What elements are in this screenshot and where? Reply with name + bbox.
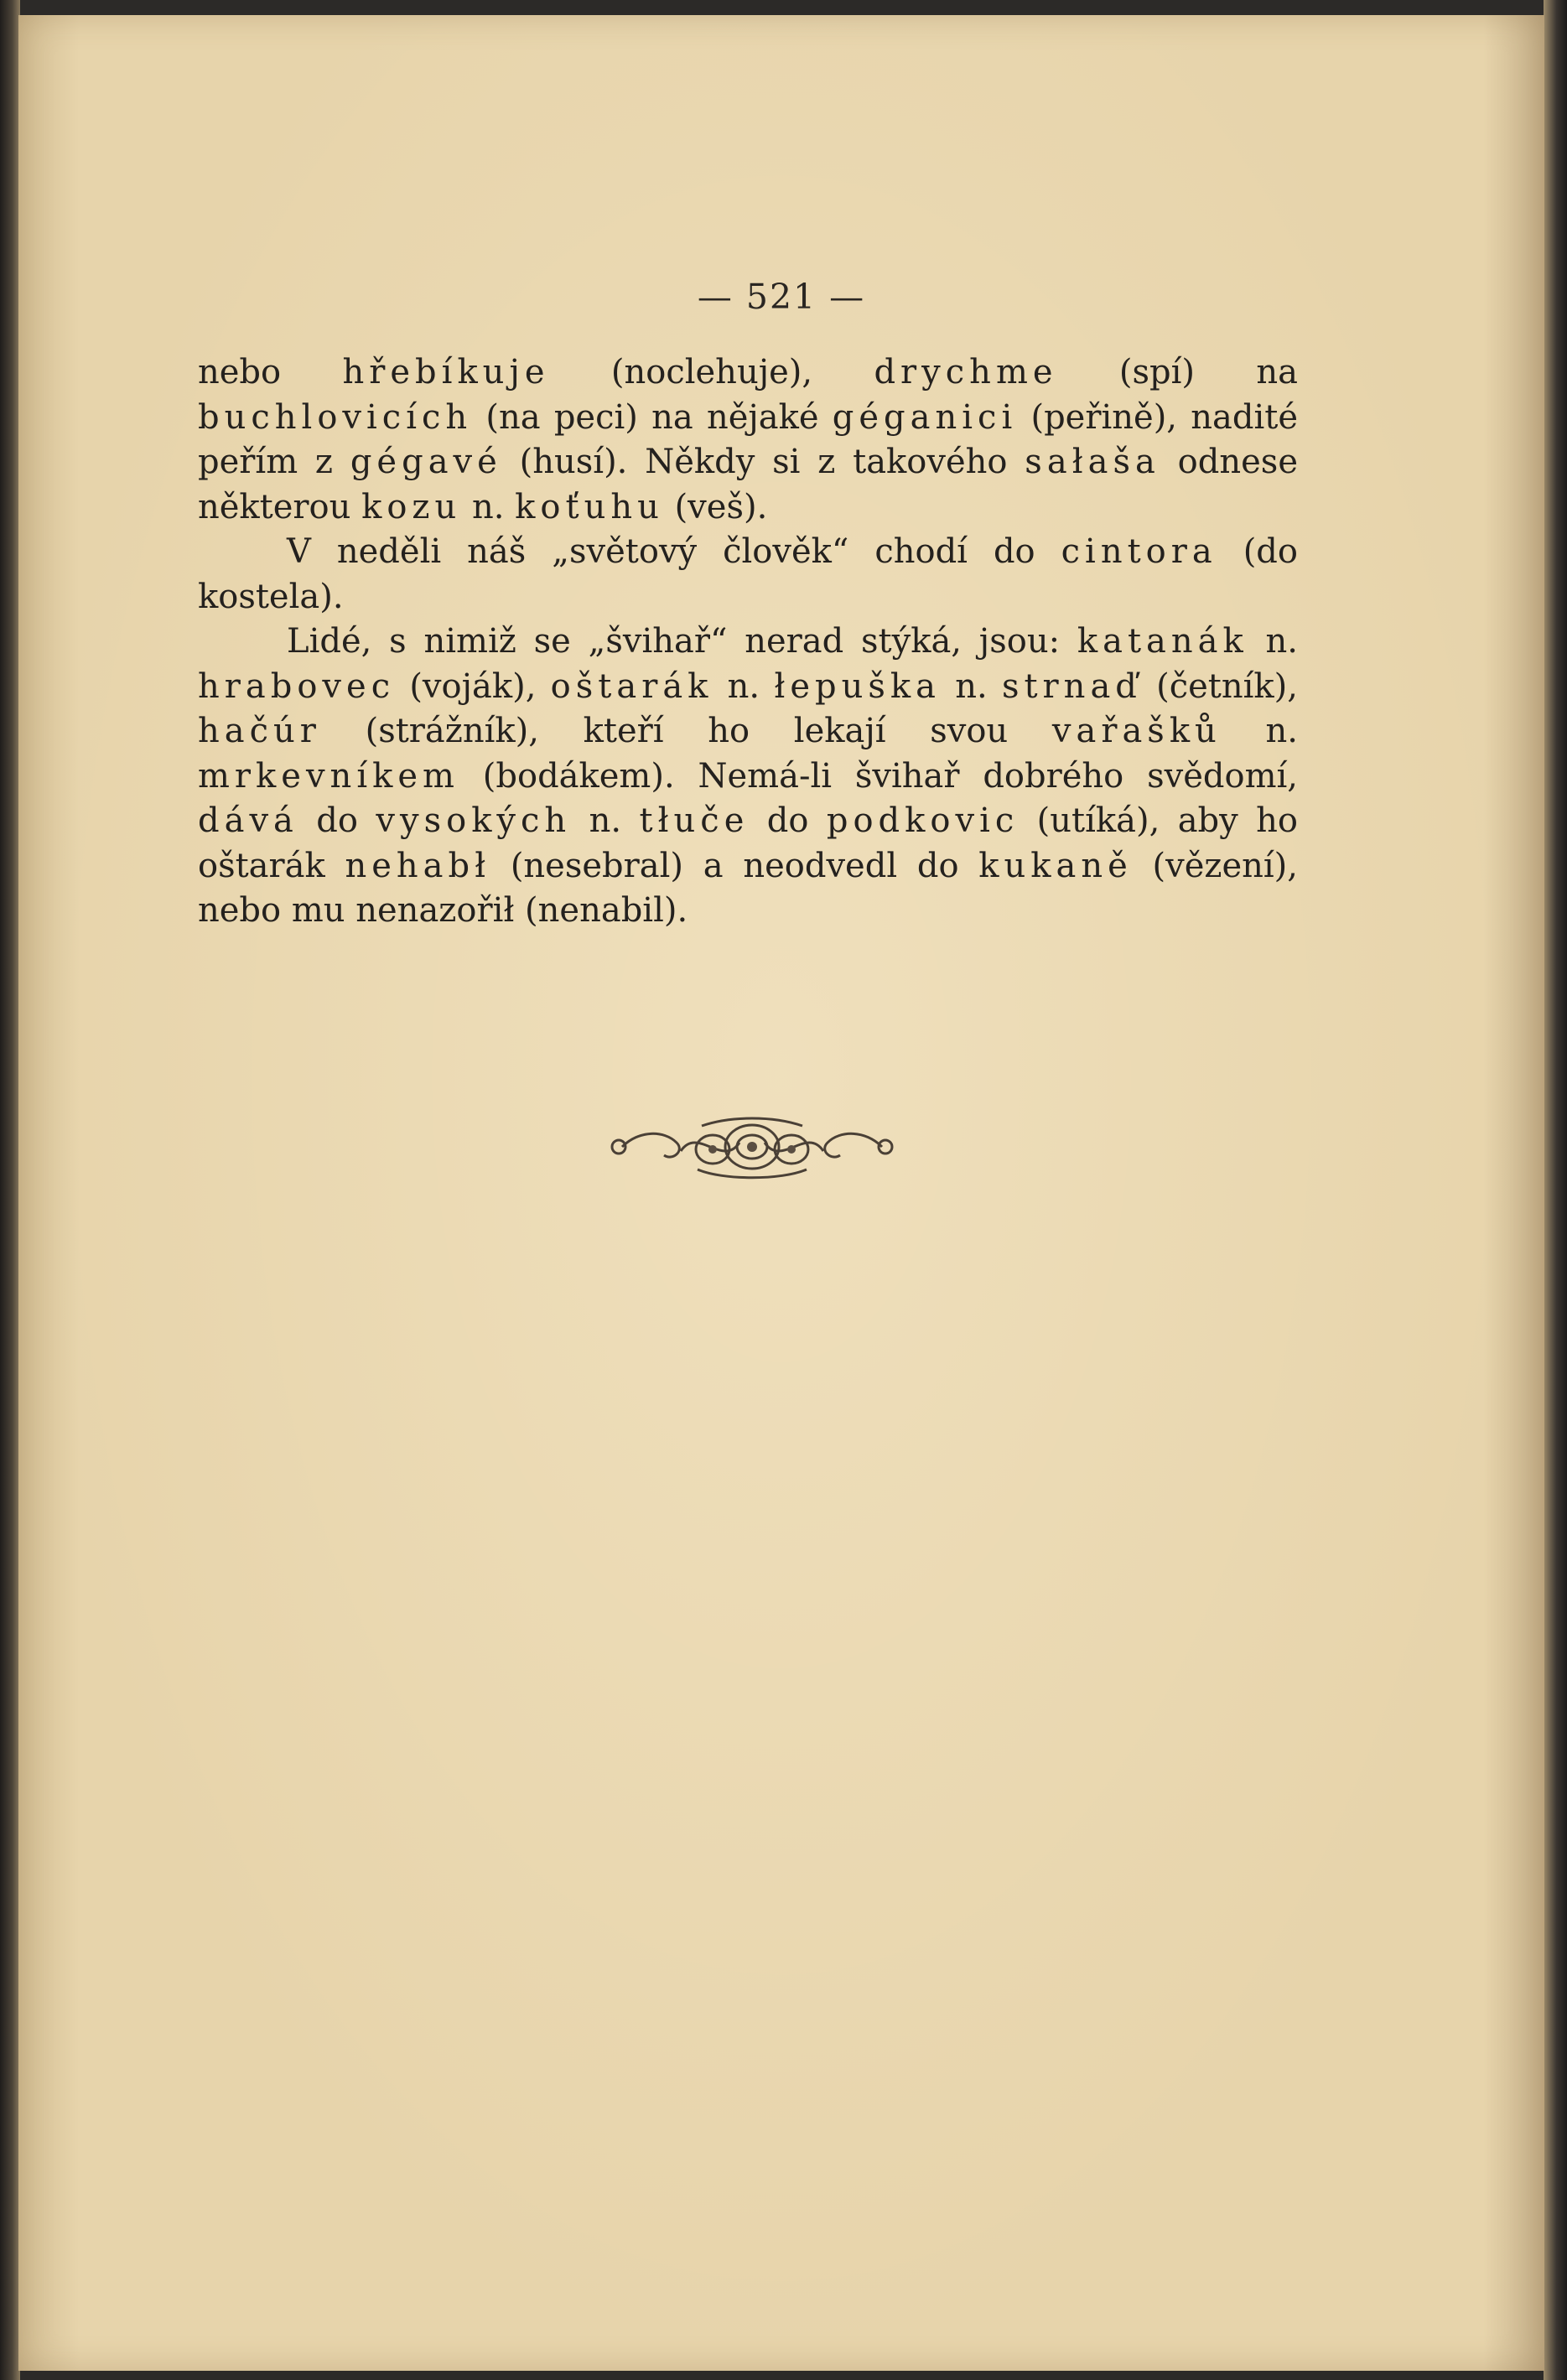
spaced-term: katanák [1077,622,1248,661]
text-run: n. [941,666,1002,706]
spaced-term: vysokých [376,801,572,840]
text-run: n. [461,487,516,526]
spaced-term: koťuhu [515,487,664,526]
spaced-term: strnaď [1001,666,1142,706]
text-run: (na peci) na nějaké [472,397,833,437]
text-run: n. [1221,712,1298,750]
spaced-term: dává [198,801,298,840]
spaced-term: sałaša [1025,443,1160,481]
text-run: (do kostela). [198,532,1298,616]
text-run: (voják), [395,666,551,706]
text-run: n. [1248,622,1298,661]
text-run: odnese některou [198,443,1299,526]
ornament-vignette [605,1109,899,1185]
book-spine-shadow [0,0,20,2380]
spaced-term: oštarák [550,666,713,706]
text-run: (husí). Někdy si z takového [501,443,1025,481]
text-run: (peřině), nadité peřím z [198,397,1298,481]
text-run: (nesebral) a neodvedl do [490,846,979,885]
text-run: (bodákem). Nemá-li švihař dobrého svědomí, [459,756,1298,796]
spaced-term: géganici [832,397,1018,437]
paragraph [198,530,1298,620]
text-run: (spí) na [1057,353,1298,391]
page-number: — 521 — [697,277,866,317]
text-run: n. [713,666,775,706]
spaced-term: buchlovicích [198,397,473,437]
spaced-term: tłuče [639,801,750,840]
spaced-term: drychme [874,353,1058,391]
text-run: nebo [198,353,343,391]
spaced-term: hřebíkuje [342,353,550,391]
book-page [18,15,1544,2371]
text-run: (strážník), kteří ho lekají svou [320,712,1052,750]
spaced-term: nehabł [345,846,491,885]
spaced-term: gégavé [350,443,502,481]
text-run: (četník), [1141,666,1298,706]
spaced-term: mrkevníkem [198,756,459,796]
page-edge-shadow [1544,0,1567,2380]
spaced-term: kozu [361,487,462,526]
text-run: do [298,801,376,840]
paragraph [198,620,1298,934]
text-run: (utíká), aby ho oštarák [198,801,1298,885]
spaced-term: cintora [1061,532,1217,571]
text-run: (veš). [663,487,768,526]
text-run: (vězení), nebo mu nenazořił (nenabil). [198,846,1299,930]
spaced-term: hačúr [198,712,321,750]
spaced-term: kukaně [978,846,1133,885]
text-run: (noclehuje), [549,353,874,391]
spaced-term: podkovic [826,801,1020,840]
spaced-term: hrabovec [198,666,396,706]
text-run: Lidé, s nimiž se „švihař“ nerad stýká, jsou: [287,622,1077,661]
text-run: V neděli náš „světový člověk“ chodí do [287,532,1061,571]
spaced-term: vařašků [1051,712,1222,750]
page-text [198,350,1298,934]
text-run: n. [571,801,640,840]
text-run: do [749,801,827,840]
paragraph [198,350,1298,530]
spaced-term: łepuška [774,666,941,706]
